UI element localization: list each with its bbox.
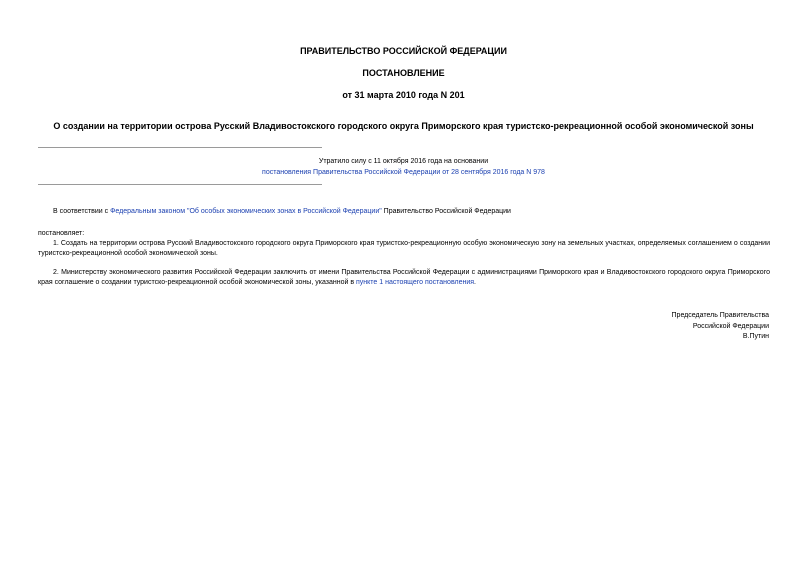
federal-law-link[interactable]: Федеральным законом "Об особых экономических зонах в Российской Федерации"	[110, 208, 382, 215]
document-title: О создании на территории острова Русский Владивостокского городского округа Приморского края туристско-рекреационной особой экономической зоны	[53, 121, 754, 131]
intro-paragraph	[38, 207, 770, 217]
signature-name: В.Путин	[742, 333, 769, 340]
signature-position: Председатель Правительства	[671, 312, 769, 319]
top-divider	[38, 147, 322, 148]
status-note-line: Утратило силу с 11 октября 2016 года на основании	[318, 158, 489, 165]
item-2-paragraph	[38, 268, 770, 288]
repeal-decree-link[interactable]: постановления Правительства Российской Федерации от 28 сентября 2016 года N 978	[262, 169, 545, 176]
government-heading: ПРАВИТЕЛЬСТВО РОССИЙСКОЙ ФЕДЕРАЦИИ	[300, 46, 507, 56]
status-note-link-line	[0, 168, 807, 178]
intro-prefix: В соответствии с	[53, 208, 111, 215]
point-1-link[interactable]: пункте 1 настоящего постановления	[356, 279, 475, 286]
decrees-word: постановляет:	[38, 230, 85, 237]
document-type: ПОСТАНОВЛЕНИЕ	[362, 68, 445, 78]
signature-organization: Российской Федерации	[692, 322, 769, 330]
document-date-number: от 31 марта 2010 года N 201	[342, 90, 465, 100]
signature-block	[509, 311, 769, 343]
intro-suffix: Правительство Российской Федерации	[381, 208, 511, 215]
item-1-paragraph: 1. Создать на территории острова Русский Владивостокского городского округа Приморского края туристско-рекреационную особую экономическую зону на земельных участках, определяемых соглашением о создании туристско-рекреационной особой экономической зоны.	[38, 240, 770, 257]
item-2-prefix: 2. Министерству экономического развития Российской Федерации заключить от имени Правительства Российской Федерации с администрациями Приморского края и Владивостокского городского округа Приморского края соглашение о создании туристско-рекреационной особой экономической зоны, указанной в	[38, 269, 770, 286]
item-2-suffix: .	[474, 279, 476, 286]
bottom-divider	[38, 184, 322, 185]
